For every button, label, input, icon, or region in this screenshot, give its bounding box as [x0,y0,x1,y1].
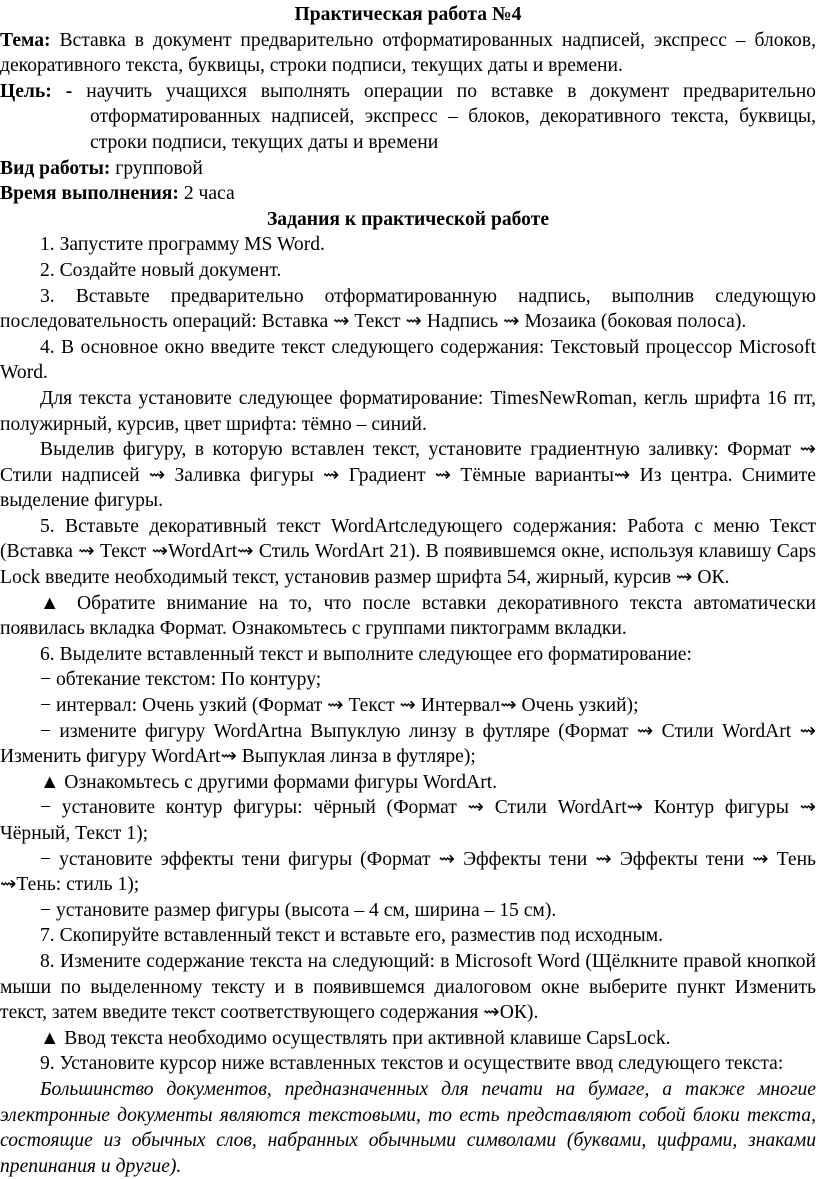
task-paragraph: 1. Запустите программу MS Word. [40,234,325,256]
task-paragraph: 7. Скопируйте вставленный текст и вставьте его, разместив под исходным. [40,925,663,947]
list-item: − установите эффекты тени фигуры (Формат ⇝ Эффекты тени ⇝ Эффекты тени ⇝ Тень ⇝Тень: стиль 1); [0,848,816,896]
sample-text-paragraph: Большинство документов, предназначенных для печати на бумаге, а также многие электронные документы являются текстовыми, то есть представляют собой блоки текста, состоящие из обычных слов, набранных обычными символами (буквами, цифрами, знаками препинания и другие). [0,1078,816,1177]
document-title: Практическая работа №4 [294,4,522,25]
theme-text: Вставка в документ предварительно отформатированных надписей, экспресс – блоков, декоративного текста, буквицы, строки подписи, текущих даты и времени. [0,29,816,77]
note-paragraph: ▲ Обратите внимание на то, что после вставки декоративного текста автоматически появилась вкладка Формат. Ознакомьтесь с группами пиктограмм вкладки. [0,592,816,640]
time-line [0,181,816,207]
tasks-heading: Задания к практической работе [266,208,550,230]
task-paragraph: Выделив фигуру, в которую вставлен текст, установите градиентную заливку: Формат ⇝ Стили надписей ⇝ Заливка фигуры ⇝ Градиент ⇝ Тёмные варианты⇝ Из центра. Снимите выделение фигуры. [0,439,816,512]
time-label: Время выполнения: [0,183,179,205]
task-paragraph: 8. Измените содержание текста на следующий: в Microsoft Word (Щёлкните правой кнопкой мыши по выделенному тексту и в появившемся диалоговом окне выберите пункт Изменить текст, затем введите текст соответствующего содержания ⇝ОК). [0,950,816,1024]
list-item: − установите контур фигуры: чёрный (Формат ⇝ Стили WordArt⇝ Контур фигуры ⇝ Чёрный, Текст 1); [0,797,816,844]
goal-line [0,79,816,156]
list-item: − установите размер фигуры (высота – 4 см, ширина – 15 см). [40,899,557,921]
goal-text: научить учащихся выполнять операции по вставке в документ предварительно отформатированных надписей, экспресс – блоков, декоративного текста, буквицы, строки подписи, текущих даты и времени [86,80,816,153]
task-paragraph: 4. В основное окно введите текст следующего содержания: Текстовый процессор Microsoft Word. [0,336,816,384]
theme-line [0,28,816,79]
task-paragraph: Для текста установите следующее форматирование: TimesNewRoman, кегль шрифта 16 пт, полужирный, курсив, цвет шрифта: тёмно – синий. [0,387,816,435]
time-value: 2 часа [183,183,235,205]
note-paragraph: ▲ Ввод текста необходимо осуществлять при активной клавише CapsLock. [40,1027,671,1049]
task-paragraph: 9. Установите курсор ниже вставленных текстов и осуществите ввод следующего текста: [40,1053,784,1075]
list-item: − интервал: Очень узкий (Формат ⇝ Текст ⇝ Интервал⇝ Очень узкий); [40,695,639,717]
theme-label: Тема: [0,29,51,51]
work-type-line [0,156,816,182]
task-paragraph: 2. Создайте новый документ. [40,259,282,281]
work-type-label: Вид работы: [0,157,111,179]
task-paragraph: 5. Вставьте декоративный текст WordArtследующего содержания: Работа с меню Текст (Вставка ⇝ Текст ⇝WordArt⇝ Стиль WordArt 21). В появившемся окне, используя клавишу Caps Lock введите необходимый текст, установив размер шрифта 54, жирный, курсив ⇝ ОК. [0,515,816,589]
task-paragraph: 3. Вставьте предварительно отформатированную надпись, выполнив следующую последовательность операций: Вставка ⇝ Текст ⇝ Надпись ⇝ Мозаика (боковая полоса). [0,285,816,333]
note-paragraph: ▲ Ознакомьтесь с другими формами фигуры WordArt. [40,771,498,793]
list-item: − обтекание текстом: По контуру; [40,669,322,691]
goal-label: Цель: - [0,80,73,102]
work-type-value: групповой [115,157,203,179]
task-paragraph: 6. Выделите вставленный текст и выполните следующее его форматирование: [40,643,692,665]
list-item: − измените фигуру WordArtна Выпуклую линзу в футляре (Формат ⇝ Стили WordArt ⇝ Изменить фигуру WordArt⇝ Выпуклая линза в футляре); [0,720,816,768]
